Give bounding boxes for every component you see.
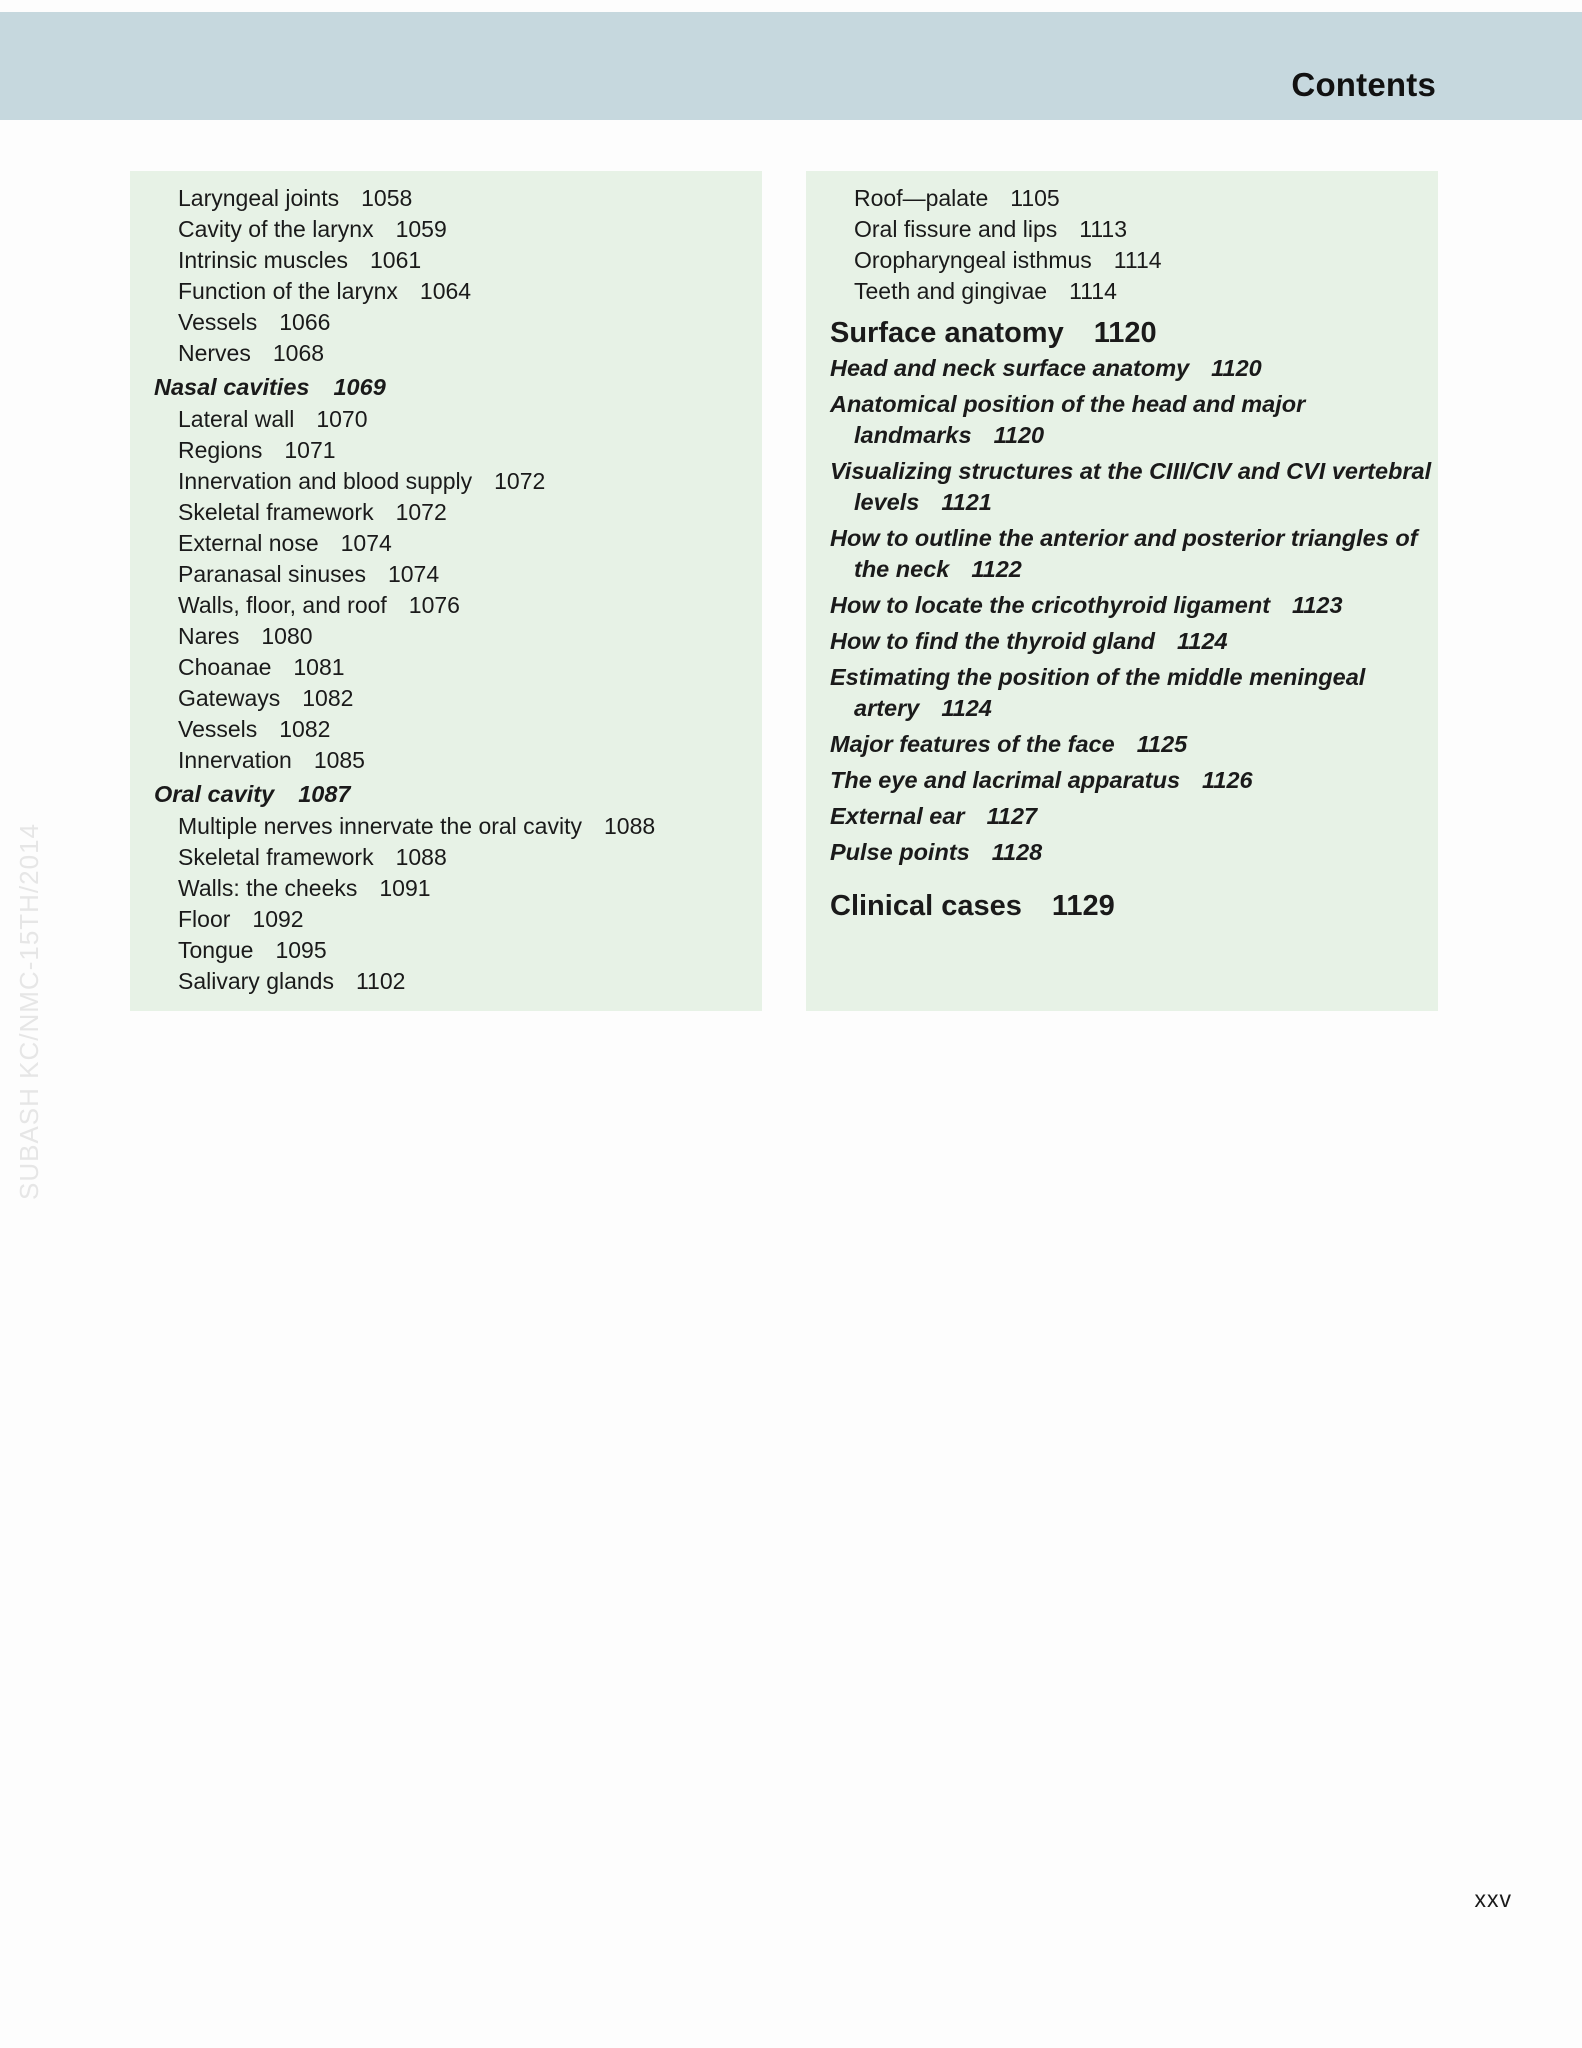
- toc-entry-page: 1120: [1211, 355, 1262, 381]
- toc-entry-label: Laryngeal joints: [178, 185, 340, 211]
- toc-entry: [830, 315, 1438, 351]
- toc-entry: [830, 888, 1438, 924]
- toc-entry: [154, 745, 762, 776]
- toc-entry: [154, 590, 762, 621]
- toc-entry: [154, 497, 762, 528]
- toc-entry-page: 1072: [395, 499, 447, 525]
- toc-entry: [154, 276, 762, 307]
- toc-entry: [154, 683, 762, 714]
- toc-entry-page: 1082: [279, 716, 331, 742]
- toc-entry-label: Vessels: [178, 716, 258, 742]
- toc-entry-label: Walls: the cheeks: [178, 875, 358, 901]
- toc-entry-page: 1095: [275, 937, 327, 963]
- toc-entry: [154, 307, 762, 338]
- toc-entry: [154, 528, 762, 559]
- toc-entry-label: Floor: [178, 906, 231, 932]
- toc-entry-page: 1069: [333, 374, 386, 400]
- toc-entry-label: Multiple nerves innervate the oral cavity: [178, 813, 582, 839]
- toc-entry-page: 1092: [252, 906, 304, 932]
- toc-entry-label: Intrinsic muscles: [178, 247, 348, 273]
- toc-entry-page: 1082: [302, 685, 354, 711]
- toc-entry: [154, 245, 762, 276]
- toc-entry: [154, 338, 762, 369]
- toc-entry: [154, 904, 762, 935]
- toc-entry-label: Pulse points: [830, 839, 970, 865]
- toc-entry: [154, 371, 762, 403]
- toc-entry: [830, 353, 1444, 384]
- toc-entry-page: 1066: [279, 309, 331, 335]
- toc-entry: [830, 214, 1438, 245]
- toc-entry-page: 1120: [1093, 317, 1157, 349]
- toc-entry-label: Oral fissure and lips: [854, 216, 1058, 242]
- toc-entry-page: 1068: [272, 340, 325, 366]
- toc-entry-label: How to locate the cricothyroid ligament: [830, 592, 1271, 618]
- toc-entry-page: 1080: [261, 623, 313, 649]
- toc-entry-label: Teeth and gingivae: [854, 278, 1048, 304]
- toc-entry-page: 1072: [494, 468, 546, 494]
- toc-entry-page: 1114: [1113, 247, 1162, 273]
- toc-entry-page: 1124: [941, 695, 992, 721]
- toc-entry: [154, 714, 762, 745]
- toc-entry-label: Clinical cases: [830, 890, 1022, 922]
- toc-entry-page: 1076: [408, 592, 460, 618]
- toc-entry-page: 1059: [395, 216, 447, 242]
- toc-entry-page: 1081: [293, 654, 345, 680]
- toc-entry-label: Nerves: [178, 340, 251, 366]
- toc-entry: [154, 466, 762, 497]
- toc-entry: [154, 811, 762, 842]
- toc-entry-label: Gateways: [178, 685, 281, 711]
- toc-entry: [830, 276, 1438, 307]
- toc-entry-page: 1061: [369, 247, 422, 273]
- page-title: Contents: [1291, 66, 1436, 103]
- toc-entry-page: 1127: [986, 803, 1038, 829]
- toc-entry-label: Cavity of the larynx: [178, 216, 374, 242]
- toc-entry-label: Head and neck surface anatomy: [830, 355, 1190, 381]
- watermark: SUBASH KC/NMC-15TH/2014: [14, 823, 44, 1200]
- toc-entry-page: 1120: [993, 422, 1045, 448]
- toc-entry-label: The eye and lacrimal apparatus: [830, 767, 1181, 793]
- toc-entry: [830, 837, 1444, 868]
- toc-entry: [154, 935, 762, 966]
- toc-entry-label: Regions: [178, 437, 263, 463]
- page-number: xxv: [1474, 1886, 1512, 1912]
- toc-entry: [154, 873, 762, 904]
- toc-entry-label: Surface anatomy: [830, 317, 1064, 349]
- toc-entry-page: 1105: [1010, 185, 1060, 211]
- toc-entry: [830, 765, 1444, 796]
- toc-entry-page: 1113: [1079, 216, 1128, 242]
- toc-entry-page: 1126: [1202, 767, 1253, 793]
- toc-entry-label: Nares: [178, 623, 240, 649]
- toc-entry-label: Skeletal framework: [178, 499, 374, 525]
- toc-entry: [830, 801, 1444, 832]
- toc-entry-page: 1058: [361, 185, 413, 211]
- toc-entry-label: Visualizing structures at the CIII/CIV and CVI vertebral levels: [830, 458, 1432, 515]
- toc-entry-page: 1123: [1292, 592, 1343, 618]
- toc-entry-label: Paranasal sinuses: [178, 561, 366, 587]
- toc-entry-page: 1091: [379, 875, 431, 901]
- toc-entry-label: How to find the thyroid gland: [830, 628, 1156, 654]
- toc-entry-page: 1121: [941, 489, 992, 515]
- toc-entry-page: 1070: [316, 406, 368, 432]
- toc-entry-page: 1088: [603, 813, 656, 839]
- toc-entry-page: 1071: [284, 437, 336, 463]
- toc-entry-label: Innervation: [178, 747, 292, 773]
- toc-entry-label: External nose: [178, 530, 319, 556]
- toc-entry-label: Oral cavity: [154, 781, 275, 807]
- toc-entry: [830, 590, 1444, 621]
- toc-entry-page: 1124: [1177, 628, 1228, 654]
- toc-entry-page: 1128: [991, 839, 1043, 865]
- toc-entry: [154, 842, 762, 873]
- toc-entry-label: Lateral wall: [178, 406, 295, 432]
- toc-entry: [154, 435, 762, 466]
- toc-entry-page: 1129: [1051, 890, 1115, 922]
- toc-entry-label: Innervation and blood supply: [178, 468, 473, 494]
- toc-entry: [830, 456, 1444, 518]
- toc-entry-label: External ear: [830, 803, 965, 829]
- toc-entry: [154, 183, 762, 214]
- toc-entry-label: Function of the larynx: [178, 278, 398, 304]
- toc-entry-label: Vessels: [178, 309, 258, 335]
- toc-entry-label: Nasal cavities: [154, 374, 310, 400]
- toc-entry-page: 1087: [298, 781, 351, 807]
- toc-entry-label: Major features of the face: [830, 731, 1115, 757]
- toc-entry-page: 1088: [395, 844, 447, 870]
- toc-entry: [830, 523, 1444, 585]
- toc-entry-page: 1085: [313, 747, 365, 773]
- toc-entry: [154, 559, 762, 590]
- toc-entry: [154, 778, 762, 810]
- contents-panel-right: [806, 171, 1438, 1011]
- toc-entry: [830, 245, 1438, 276]
- toc-entry: [830, 662, 1444, 724]
- toc-entry-label: Skeletal framework: [178, 844, 374, 870]
- toc-entry-label: Salivary glands: [178, 968, 334, 994]
- toc-entry-label: Oropharyngeal isthmus: [854, 247, 1092, 273]
- toc-entry-page: 1125: [1136, 731, 1188, 757]
- toc-entry: [154, 966, 762, 997]
- toc-entry-page: 1102: [355, 968, 406, 994]
- toc-entry-label: Estimating the position of the middle meningeal artery: [830, 664, 1366, 721]
- toc-entry-page: 1114: [1069, 278, 1117, 304]
- toc-entry-page: 1064: [419, 278, 472, 304]
- toc-entry: [830, 729, 1444, 760]
- toc-entry-label: How to outline the anterior and posterior triangles of the neck: [830, 525, 1418, 582]
- toc-entry: [830, 183, 1438, 214]
- toc-entry: [154, 652, 762, 683]
- toc-entry-page: 1074: [340, 530, 392, 556]
- contents-panel-left: [130, 171, 762, 1011]
- toc-entry: [154, 404, 762, 435]
- toc-entry-page: 1122: [971, 556, 1022, 582]
- toc-entry: [154, 214, 762, 245]
- toc-entry-page: 1074: [387, 561, 440, 587]
- toc-entry: [154, 621, 762, 652]
- toc-entry-label: Choanae: [178, 654, 272, 680]
- toc-entry-label: Tongue: [178, 937, 254, 963]
- toc-entry-label: Walls, floor, and roof: [178, 592, 387, 618]
- toc-entry: [830, 626, 1444, 657]
- toc-entry-label: Roof—palate: [854, 185, 989, 211]
- toc-entry-label: Anatomical position of the head and major landmarks: [830, 391, 1306, 448]
- toc-entry: [830, 389, 1444, 451]
